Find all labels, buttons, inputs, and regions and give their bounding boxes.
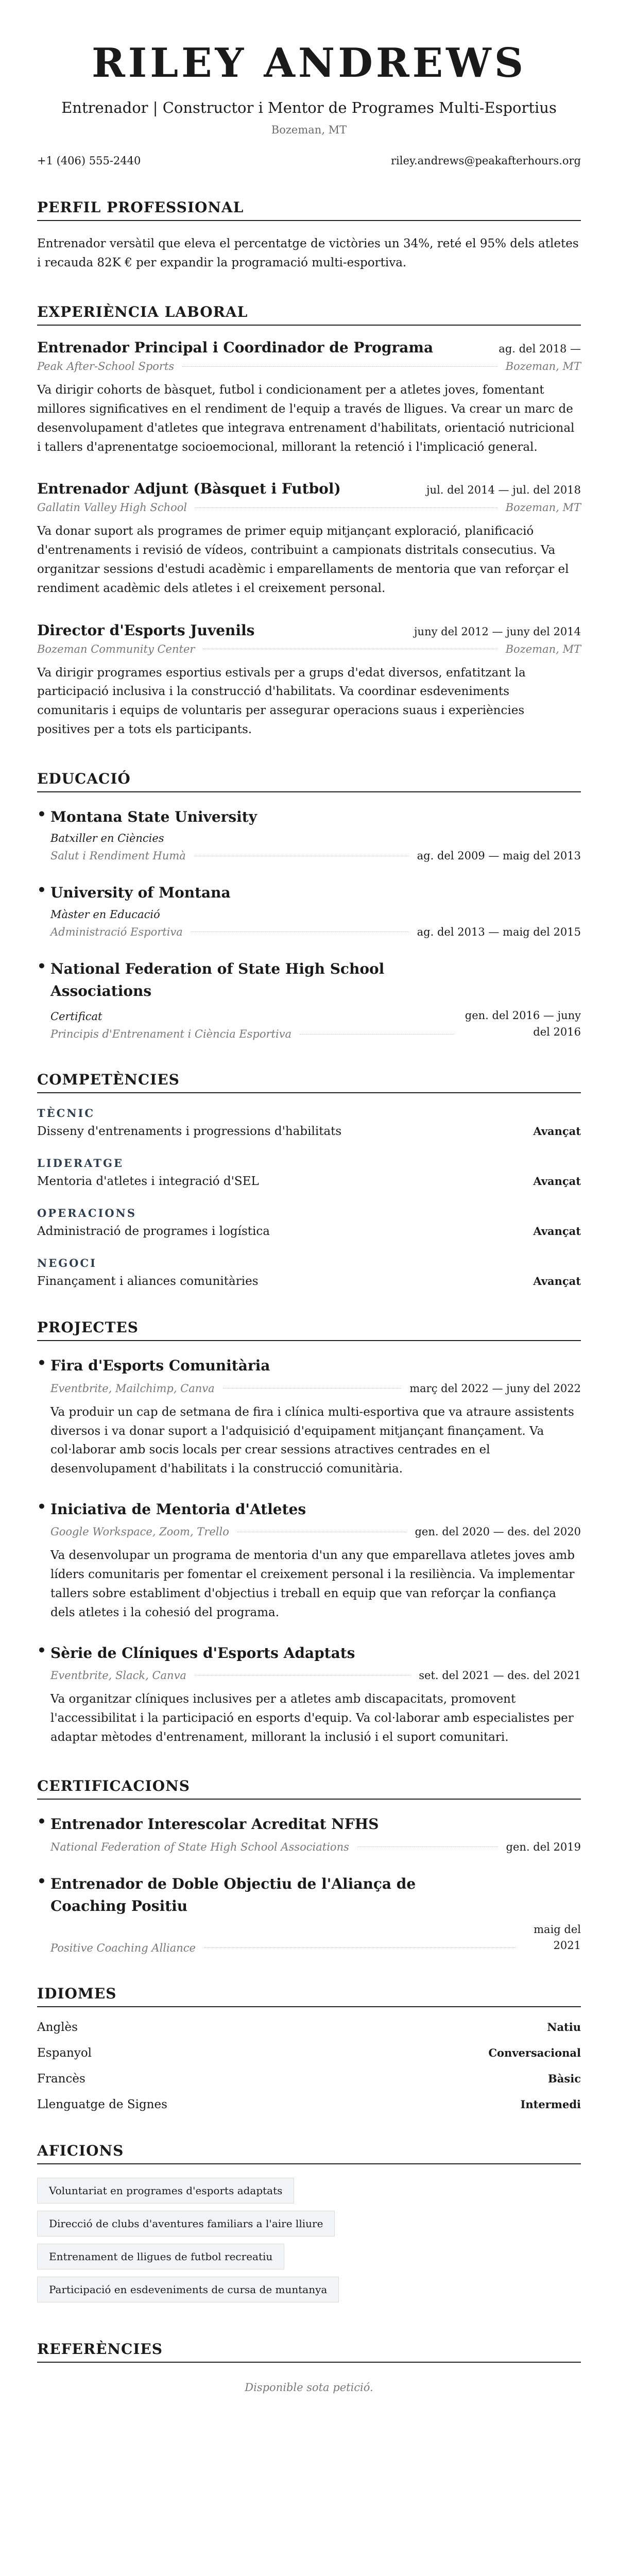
language-level: Bàsic — [548, 2072, 581, 2085]
section-title: IDIOMES — [37, 1985, 581, 2007]
project-entry — [37, 1642, 581, 1747]
job-title: Entrenador Principal i Coordinador de Programa — [37, 339, 434, 357]
dotted-leader — [300, 1034, 454, 1035]
project-dates: març del 2022 — juny del 2022 — [409, 1382, 581, 1395]
certification-entry — [37, 1813, 581, 1853]
certification-entry — [37, 1873, 581, 1954]
language-level: Intermedi — [520, 2097, 581, 2111]
education-entry — [37, 958, 581, 1041]
language-row — [37, 2021, 581, 2034]
project-dates: gen. del 2020 — des. del 2020 — [415, 1526, 581, 1538]
references-section — [37, 2341, 581, 2394]
candidate-name: RILEY ANDREWS — [91, 40, 527, 87]
section-title: REFERÈNCIES — [37, 2341, 581, 2363]
project-dates: set. del 2021 — des. del 2021 — [419, 1669, 581, 1682]
certification-title: • Entrenador de Doble Objectiu de l'Aliança de Coaching Positiu — [50, 1875, 416, 1915]
job-dates: jul. del 2014 — jul. del 2018 — [426, 484, 581, 497]
education-entry — [37, 882, 581, 938]
job-entry — [37, 339, 581, 456]
skill-category: NEGOCI — [37, 1257, 97, 1270]
skill-category: LIDERATGE — [37, 1157, 124, 1170]
job-description: Va dirigir programes esportius estivals per a grups d'edat diversos, enfatitzant la participació inclusiva i la construcció d'habilitats. Va coordinar esdeveniments comunitaris i equips de voluntaris per assegurar operacions suaus i experiències positives per a tots els participants. — [37, 666, 526, 737]
certification-date-line: maig del — [534, 1923, 581, 1936]
skill-level: Avançat — [533, 1125, 581, 1138]
education-dates: ag. del 2009 — maig del 2013 — [417, 850, 581, 862]
section-title: EDUCACIÓ — [37, 770, 581, 792]
skills-section — [37, 1071, 581, 1288]
candidate-title: Entrenador | Constructor i Mentor de Programes Multi-Esportius — [61, 98, 557, 116]
project-title: • Fira d'Esports Comunitària — [50, 1357, 270, 1375]
certification-date — [524, 1922, 581, 1954]
skill-group — [37, 1157, 581, 1188]
dotted-leader — [357, 1846, 498, 1847]
dotted-leader — [204, 1947, 516, 1948]
candidate-location: Bozeman, MT — [271, 123, 347, 136]
project-description: Va organitzar clíniques inclusives per a atletes amb discapacitats, promovent l'accessibilitat i la participació en esports d'equip. Va col·laborar amb especialistes per adaptar mètodes d'entrenament, millorant la inclusió i el suport comunitari. — [50, 1692, 574, 1744]
education-dates — [462, 1008, 581, 1040]
job-location: Bozeman, MT — [505, 360, 581, 373]
project-tools: Google Workspace, Zoom, Trello — [50, 1526, 229, 1538]
job-location: Bozeman, MT — [505, 642, 581, 655]
job-organization: Bozeman Community Center — [37, 642, 195, 655]
skill-name: Finançament i aliances comunitàries — [37, 1275, 259, 1289]
project-entry — [37, 1498, 581, 1622]
dotted-leader — [182, 366, 497, 367]
job-title: Director d'Esports Juvenils — [37, 621, 255, 639]
language-name: Francès — [37, 2072, 85, 2086]
education-dates: ag. del 2013 — maig del 2015 — [417, 925, 581, 938]
job-location: Bozeman, MT — [505, 501, 581, 514]
school-name: • University of Montana — [50, 884, 231, 902]
section-title: COMPETÈNCIES — [37, 1071, 581, 1093]
language-row — [37, 2098, 581, 2111]
job-dates: juny del 2012 — juny del 2014 — [414, 625, 581, 638]
job-description: Va donar suport als programes de primer equip mitjançant exploració, planificació d'entrenaments i revisió de vídeos, contribuint a campionats distritals consecutius. Va organitzar sessions d'estudi acadèmic i emparellaments de mentoria que van reforçar el rendiment acadèmic dels atletes i el creixement personal. — [37, 524, 569, 595]
summary-text: Entrenador versàtil que eleva el percentatge de victòries un 34%, reté el 95% dels atletes i recauda 82K € per expandir la programació multi-esportiva. — [37, 236, 579, 270]
projects-section — [37, 1319, 581, 1747]
project-title: • Iniciativa de Mentoria d'Atletes — [50, 1501, 306, 1518]
dotted-leader — [191, 931, 409, 932]
skill-group — [37, 1207, 581, 1238]
references-text: Disponible sota petició. — [245, 2381, 373, 2394]
project-entry — [37, 1354, 581, 1479]
education-entry — [37, 806, 581, 862]
certification-date: gen. del 2019 — [506, 1840, 581, 1853]
skill-group — [37, 1257, 581, 1288]
hobby-tag: Direcció de clubs d'aventures familiars a l'aire lliure — [37, 2211, 335, 2236]
summary-section — [37, 199, 581, 273]
experience-section — [37, 303, 581, 739]
hobby-tag: Entrenament de lligues de futbol recreatiu — [37, 2244, 284, 2269]
certification-title: • Entrenador Interescolar Acreditat NFHS — [50, 1816, 379, 1833]
project-tools: Eventbrite, Mailchimp, Canva — [50, 1382, 215, 1395]
skill-level: Avançat — [533, 1275, 581, 1288]
project-description: Va produir un cap de setmana de fira i clínica multi-esportiva que va atraure assistents diversos i va donar suport a l'adquisició d'equipament mitjançant finançament. Va col·laborar amb socis locals per crear sessions atractives centrades en el desenvolupament d'habilitats i la construcció comunitària. — [50, 1405, 574, 1476]
language-level: Conversacional — [488, 2046, 581, 2059]
section-title: PROJECTES — [37, 1319, 581, 1341]
certification-issuer: Positive Coaching Alliance — [50, 1941, 196, 1954]
contact-row — [37, 155, 581, 167]
project-title: • Sèrie de Clíniques d'Esports Adaptats — [50, 1644, 355, 1662]
skill-name: Mentoria d'atletes i integració d'SEL — [37, 1175, 259, 1189]
education-section — [37, 770, 581, 1041]
skill-level: Avançat — [533, 1225, 581, 1238]
degree-name: Màster en Educació — [50, 908, 160, 921]
skill-group — [37, 1107, 581, 1138]
language-name: Espanyol — [37, 2046, 92, 2060]
language-level: Natiu — [547, 2020, 581, 2033]
section-title: PERFIL PROFESSIONAL — [37, 199, 581, 221]
study-field: Administració Esportiva — [50, 925, 183, 938]
section-title: AFICIONS — [37, 2142, 581, 2164]
resume-header — [37, 41, 581, 167]
email-address: riley.andrews@peakafterhours.org — [391, 154, 581, 167]
skill-name: Administració de programes i logística — [37, 1225, 270, 1239]
job-title: Entrenador Adjunt (Bàsquet i Futbol) — [37, 480, 341, 498]
skill-name: Disseny d'entrenaments i progressions d'habilitats — [37, 1125, 342, 1139]
language-name: Anglès — [37, 2020, 78, 2034]
degree-name: Batxiller en Ciències — [50, 832, 164, 845]
language-row — [37, 2046, 581, 2060]
language-row — [37, 2072, 581, 2086]
section-title: CERTIFICACIONS — [37, 1777, 581, 1800]
skill-category: OPERACIONS — [37, 1207, 137, 1220]
skill-category: TÈCNIC — [37, 1107, 95, 1120]
hobby-tag: Participació en esdeveniments de cursa de muntanya — [37, 2277, 339, 2302]
certifications-section — [37, 1777, 581, 1954]
job-organization: Gallatin Valley High School — [37, 501, 187, 514]
degree-name: Certificat — [50, 1010, 102, 1023]
languages-section — [37, 1985, 581, 2111]
hobbies-section — [37, 2142, 581, 2310]
study-field: Salut i Rendiment Humà — [50, 850, 186, 862]
job-description: Va dirigir cohorts de bàsquet, futbol i condicionament per a atletes joves, fomentant millores significatives en el rendiment de l'equip a través de lligues. Va crear un marc de desenvolupament d'atletes que integrava entrenament d'habilitats, orientació nutricional i tallers d'aprenentatge socioemocional, millorant la retenció i l'implicació general. — [37, 383, 575, 454]
section-title: EXPERIÈNCIA LABORAL — [37, 303, 581, 326]
hobby-tag: Voluntariat en programes d'esports adaptats — [37, 2178, 294, 2204]
job-organization: Peak After-School Sports — [37, 360, 175, 373]
skill-level: Avançat — [533, 1175, 581, 1188]
certification-date-line: 2021 — [553, 1939, 581, 1952]
language-name: Llenguatge de Signes — [37, 2097, 167, 2111]
study-field: Principis d'Entrenament i Ciència Esportiva — [50, 1028, 292, 1041]
job-entry — [37, 480, 581, 598]
job-entry — [37, 622, 581, 739]
school-name: • National Federation of State High School Associations — [50, 960, 385, 1000]
education-dates-line: gen. del 2016 — juny — [465, 1009, 581, 1022]
certification-issuer: National Federation of State High School Associations — [50, 1840, 349, 1853]
phone-number: +1 (406) 555-2440 — [37, 154, 141, 167]
job-dates: ag. del 2018 — — [499, 343, 581, 355]
education-dates-line: del 2016 — [533, 1025, 581, 1038]
project-description: Va desenvolupar un programa de mentoria d'un any que emparellava atletes joves amb líders comunitaris per fomentar el creixement personal i la resiliència. Va implementar tallers sobre establiment d'objectius i treball en equip que van reforçar la confiança dels atletes i la cohesió del programa. — [50, 1549, 575, 1619]
dotted-leader — [195, 507, 497, 508]
school-name: • Montana State University — [50, 808, 257, 825]
project-tools: Eventbrite, Slack, Canva — [50, 1669, 186, 1682]
